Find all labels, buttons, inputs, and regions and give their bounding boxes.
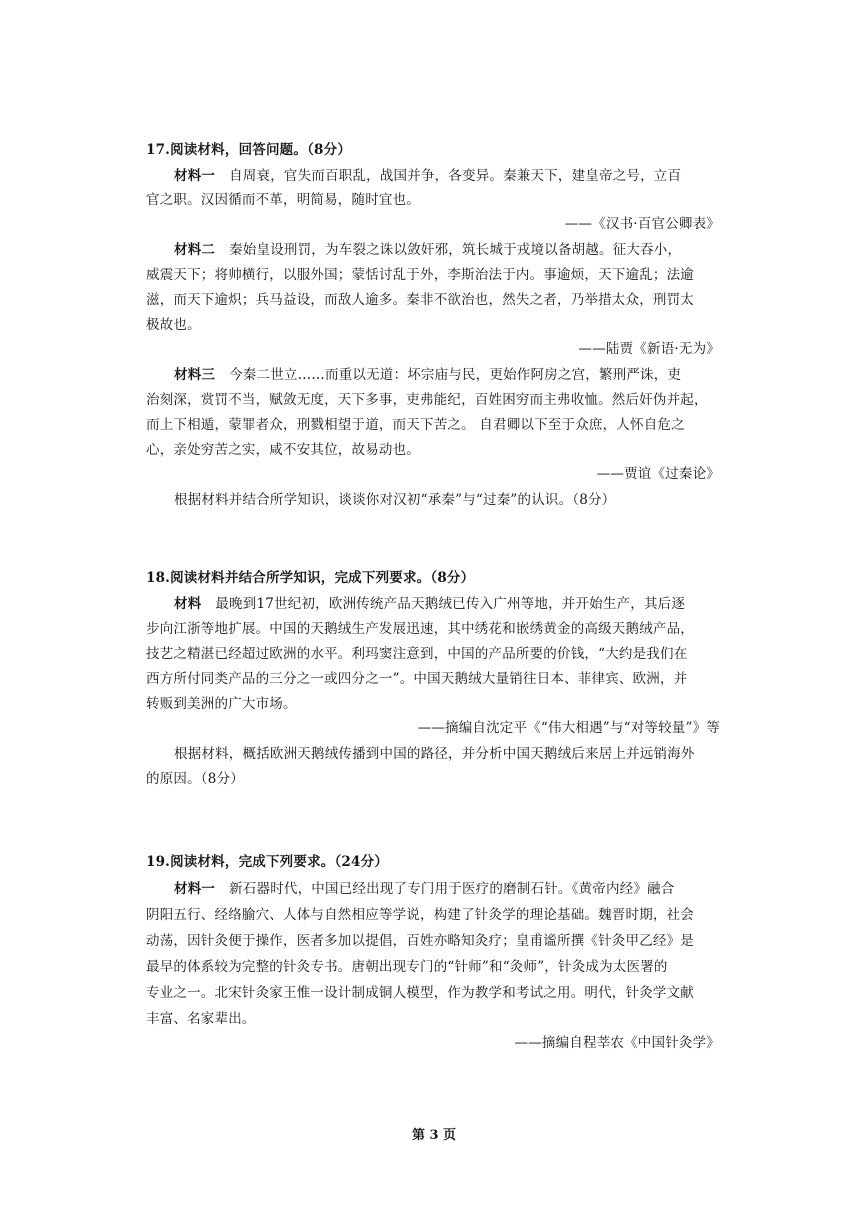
q17-material2-source: ——陆贾《新语·无为》 (578, 341, 720, 357)
q19-title: 19.阅读材料，完成下列要求。（24分） (146, 854, 389, 870)
q17-material1-label: 材料一 (174, 168, 216, 184)
q17-material1-line1: 材料一 自周衰，官失而百职乱，战国并争，各变异。秦兼天下，建皇帝之号，立百 (174, 168, 682, 184)
q19-material1-line5: 专业之一。北宋针灸家王惟一设计制成铜人模型，作为教学和考试之用。明代，针灸学文献 (146, 985, 694, 1001)
q18-material-line5: 转贩到美洲的广大市场。 (146, 696, 297, 712)
q17-material2-line4: 极故也。 (146, 317, 201, 333)
q17-material3-line3: 而上下相遁，蒙罪者众，刑戮相望于道，而天下苦之。 自君卿以下至于众庶，人怀自危之 (146, 417, 685, 433)
q19-material1-line3: 动荡，因针灸便于操作，医者多加以提倡，百姓亦略知灸疗；皇甫谧所撰《针灸甲乙经》是 (146, 933, 694, 949)
q19-material1-line2: 阴阳五行、经络腧穴、人体与自然相应等学说，构建了针灸学的理论基础。魏晋时期，社会 (146, 907, 694, 923)
q17-material3-line4: 心，亲处穷苦之实，咸不安其位，故易动也。 (146, 442, 420, 458)
q19-material1-line4: 最早的体系较为完整的针灸专书。唐朝出现专门的“针师”和“灸师”，针灸成为太医署的 (146, 959, 668, 975)
q17-material3-label: 材料三 (174, 367, 216, 383)
q18-material-label: 材料 (174, 596, 202, 612)
q17-material2-line3: 滋，而天下逾炽；兵马益设，而敌人逾多。秦非不欲治也，然失之者，乃举措太众，刑罚太 (146, 292, 694, 308)
q19-source: ——摘编自程莘农《中国针灸学》 (514, 1035, 720, 1051)
page-number: 第 3 页 (411, 1128, 457, 1143)
q17-material2-label: 材料二 (174, 242, 216, 258)
q18-material-line3: 技艺之精湛已经超过欧洲的水平。利玛窦注意到，中国的产品所要的价钱，“大约是我们在 (146, 646, 688, 662)
q18-material-line4: 西方所付同类产品的三分之一或四分之一”。中国天鹅绒大量销往日本、菲律宾、欧洲，并 (146, 671, 688, 687)
q18-material-line2: 步向江浙等地扩展。中国的天鹅绒生产发展迅速，其中绣花和嵌绣黄金的高级天鹅绒产品， (146, 621, 694, 637)
q19-material1-line6: 丰富、名家辈出。 (146, 1011, 256, 1027)
q19-material1-line1: 材料一 新石器时代，中国已经出现了专门用于医疗的磨制石针。《黄帝内经》融合 (174, 881, 675, 897)
q17-material2-line1: 材料二 秦始皇设刑罚，为车裂之诛以敛奸邪，筑长城于戎境以备胡越。征大吞小， (174, 242, 682, 258)
q18-question-line1: 根据材料，概括欧洲天鹅绒传播到中国的路径，并分析中国天鹅绒后来居上并远销海外 (174, 746, 695, 762)
q17-material1-source: ——《汉书·百官公卿表》 (564, 216, 720, 232)
q17-title: 17.阅读材料，回答问题。（8分） (146, 142, 352, 158)
q18-question-line2: 的原因。（8分） (146, 771, 244, 787)
q19-material1-label: 材料一 (174, 881, 216, 897)
q17-material3-line2: 治刻深，赏罚不当，赋敛无度，天下多事，吏弗能纪，百姓困穷而主弗收恤。然后奸伪并起， (146, 392, 708, 408)
q17-material3-source: ——贾谊《过秦论》 (596, 466, 720, 482)
q17-material2-line2: 威震天下；将帅横行，以服外国；蒙恬讨乱于外，李斯治法于内。事逾烦，天下逾乱；法逾 (146, 267, 694, 283)
q18-source: ——摘编自沈定平《“伟大相遇”与“对等较量”》等 (417, 720, 720, 736)
q18-material-line1: 材料 最晚到17世纪初，欧洲传统产品天鹅绒已传入广州等地，并开始生产，其后逐 (174, 596, 686, 612)
q17-material3-line1: 材料三 今秦二世立……而重以无道：坏宗庙与民，更始作阿房之宫，繁刑严诛，吏 (174, 367, 682, 383)
q18-title: 18.阅读材料并结合所学知识，完成下列要求。（8分） (146, 570, 475, 586)
q17-material1-line2: 官之职。汉因循而不革，明简易，随时宜也。 (146, 192, 420, 208)
q17-question: 根据材料并结合所学知识，谈谈你对汉初“承秦”与“过秦”的认识。（8分） (174, 492, 616, 508)
